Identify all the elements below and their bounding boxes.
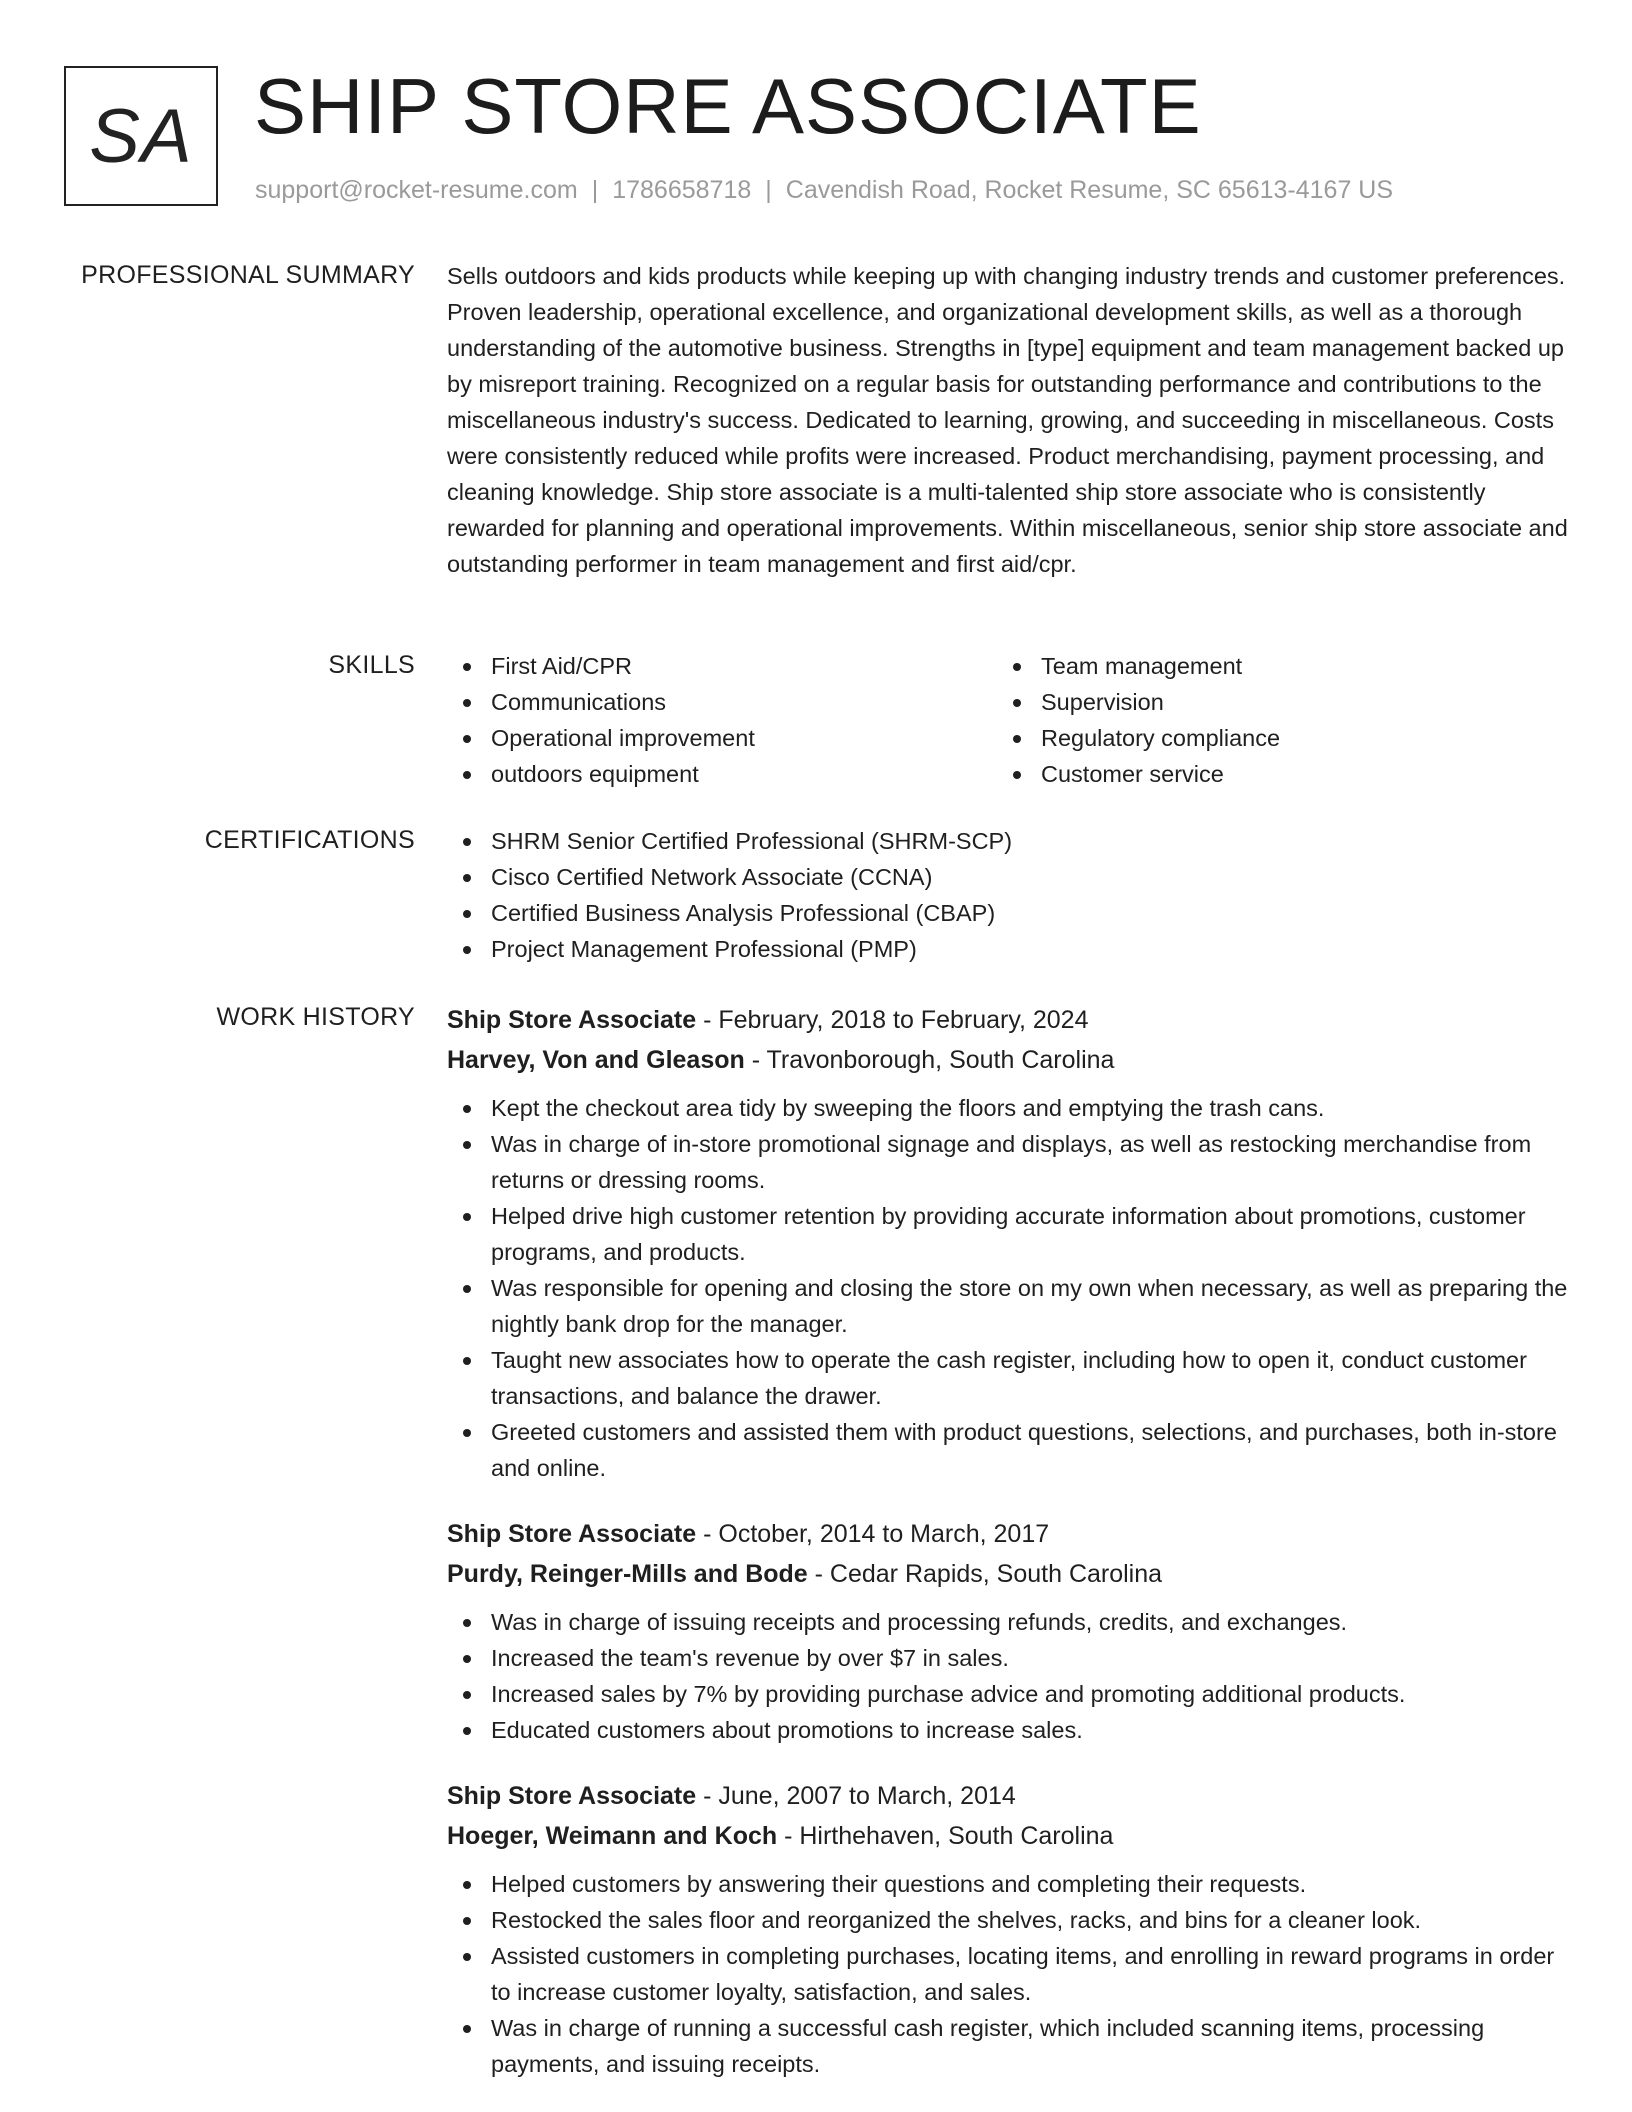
- job-duty: Helped customers by answering their questions and completing their requests.: [447, 1866, 1575, 1902]
- job-duties-list: [447, 1090, 1575, 1486]
- job-title: Ship Store Associate: [447, 1782, 697, 1810]
- job-dates: - June, 2007 to March, 2014: [696, 1782, 1016, 1810]
- job-company-line: [447, 1554, 1575, 1594]
- job-duty: Greeted customers and assisted them with product questions, selections, and purchases, both in-store and online.: [447, 1414, 1575, 1486]
- contact-phone: 1786658718: [612, 176, 752, 204]
- job-title: Ship Store Associate: [447, 1520, 697, 1548]
- job-location: - Cedar Rapids, South Carolina: [807, 1560, 1163, 1588]
- job-duty: Increased sales by 7% by providing purchase advice and promoting additional products.: [447, 1676, 1575, 1712]
- contact-address: Cavendish Road, Rocket Resume, SC 65613-4167 US: [785, 176, 1394, 204]
- job-duty: Was in charge of running a successful cash register, which included scanning items, processing payments, and issuing receipts.: [447, 2010, 1575, 2082]
- contact-email: support@rocket-resume.com: [255, 176, 578, 204]
- job-duty: Was in charge of in-store promotional signage and displays, as well as restocking merchandise from returns or dressing rooms.: [447, 1126, 1575, 1198]
- section-label-certifications: CERTIFICATIONS: [204, 826, 415, 854]
- job-duty: Restocked the sales floor and reorganized the shelves, racks, and bins for a cleaner look.: [447, 1902, 1575, 1938]
- job-duty: Assisted customers in completing purchases, locating items, and enrolling in reward programs in order to increase customer loyalty, satisfaction, and sales.: [447, 1938, 1575, 2010]
- job-title-line: [447, 1776, 1575, 1816]
- certification-item: Project Management Professional (PMP): [447, 931, 1575, 967]
- skill-item: Supervision: [997, 684, 1557, 720]
- section-label-summary: PROFESSIONAL SUMMARY: [81, 261, 415, 289]
- job-duty: Taught new associates how to operate the cash register, including how to open it, conduct customer transactions, and balance the drawer.: [447, 1342, 1575, 1414]
- certification-item: Cisco Certified Network Associate (CCNA): [447, 859, 1575, 895]
- skill-item: Communications: [447, 684, 997, 720]
- job-company-line: [447, 1040, 1575, 1080]
- resume-header: [64, 62, 1584, 216]
- job-duties-list: [447, 1604, 1575, 1748]
- initials-monogram: SA: [64, 66, 218, 206]
- job-duty: Was in charge of issuing receipts and processing refunds, credits, and exchanges.: [447, 1604, 1575, 1640]
- job-entry: [447, 1514, 1575, 1748]
- job-title: Ship Store Associate: [447, 1006, 697, 1034]
- job-location: - Hirthehaven, South Carolina: [777, 1822, 1114, 1850]
- section-label-work-history: WORK HISTORY: [216, 1003, 415, 1031]
- summary-text: Sells outdoors and kids products while keeping up with changing industry trends and customer preferences. Proven leadership, operational excellence, and organizational development skills, as well as a thorough understanding of the automotive business. Strengths in [type] equipment and team management backed up by misreport training. Recognized on a regular basis for outstanding performance and contributions to the miscellaneous industry's success. Dedicated to learning, growing, and succeeding in miscellaneous. Costs were consistently reduced while profits were increased. Product merchandising, payment processing, and cleaning knowledge. Ship store associate is a multi-talented ship store associate who is consistently rewarded for planning and operational improvements. Within miscellaneous, senior ship store associate and outstanding performer in team management and first aid/cpr.: [447, 263, 1568, 577]
- skills-list-left: [447, 648, 997, 792]
- skill-item: First Aid/CPR: [447, 648, 997, 684]
- skills-list-right: [997, 648, 1557, 792]
- job-company-line: [447, 1816, 1575, 1856]
- job-duties-list: [447, 1866, 1575, 2082]
- job-dates: - February, 2018 to February, 2024: [696, 1006, 1089, 1034]
- skill-item: Operational improvement: [447, 720, 997, 756]
- skill-item: Customer service: [997, 756, 1557, 792]
- section-label-skills: SKILLS: [328, 651, 415, 679]
- certification-item: SHRM Senior Certified Professional (SHRM-SCP): [447, 823, 1575, 859]
- job-entry: [447, 1000, 1575, 1486]
- certifications-list: [447, 823, 1575, 967]
- job-company: Purdy, Reinger-Mills and Bode: [447, 1560, 808, 1588]
- job-location: - Travonborough, South Carolina: [744, 1046, 1115, 1074]
- job-title-line: [447, 1514, 1575, 1554]
- contact-separator: |: [591, 176, 599, 204]
- skill-item: Regulatory compliance: [997, 720, 1557, 756]
- job-dates: - October, 2014 to March, 2017: [696, 1520, 1050, 1548]
- skill-item: Team management: [997, 648, 1557, 684]
- job-title-line: [447, 1000, 1575, 1040]
- job-duty: Was responsible for opening and closing the store on my own when necessary, as well as preparing the nightly bank drop for the manager.: [447, 1270, 1575, 1342]
- job-company: Hoeger, Weimann and Koch: [447, 1822, 778, 1850]
- candidate-name: SHIP STORE ASSOCIATE: [254, 62, 1202, 150]
- job-duty: Educated customers about promotions to increase sales.: [447, 1712, 1575, 1748]
- contact-line: [255, 174, 1393, 207]
- job-company: Harvey, Von and Gleason: [447, 1046, 745, 1074]
- job-duty: Kept the checkout area tidy by sweeping the floors and emptying the trash cans.: [447, 1090, 1575, 1126]
- job-entry: [447, 1776, 1575, 2082]
- contact-separator: |: [765, 176, 772, 204]
- certification-item: Certified Business Analysis Professional (CBAP): [447, 895, 1575, 931]
- skill-item: outdoors equipment: [447, 756, 997, 792]
- job-duty: Increased the team's revenue by over $7 in sales.: [447, 1640, 1575, 1676]
- job-duty: Helped drive high customer retention by providing accurate information about promotions, customer programs, and products.: [447, 1198, 1575, 1270]
